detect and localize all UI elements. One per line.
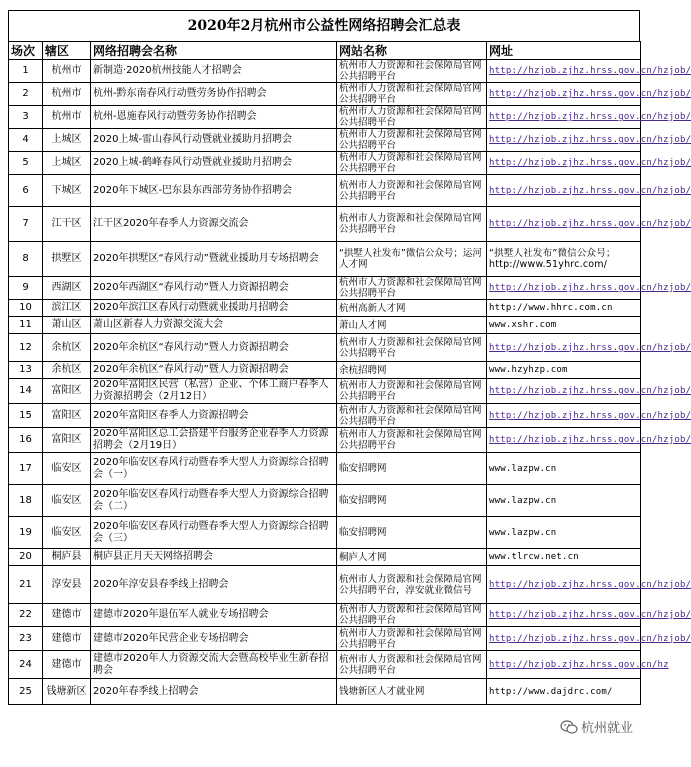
row-fair-name: 2020年余杭区“春风行动”暨人力资源招聘会 [91, 334, 337, 362]
row-index: 9 [9, 277, 43, 300]
row-index: 4 [9, 129, 43, 152]
row-url: www.lazpw.cn [487, 453, 641, 485]
row-site-name: 杭州市人力资源和社会保障局官网公共招聘平台 [337, 379, 487, 404]
row-site-name: 杭州市人力资源和社会保障局官网公共招聘平台 [337, 604, 487, 627]
table-row [9, 379, 641, 404]
table-row [9, 60, 641, 83]
row-url[interactable]: http://hzjob.zjhz.hrss.gov.cn/hzjob/ [487, 277, 641, 300]
row-district: 富阳区 [43, 404, 91, 428]
row-url[interactable]: http://hzjob.zjhz.hrss.gov.cn/hzjob/ [487, 60, 641, 83]
row-url[interactable]: http://hzjob.zjhz.hrss.gov.cn/hzjob/ [487, 404, 641, 428]
row-index: 25 [9, 679, 43, 705]
row-district: 建德市 [43, 651, 91, 679]
row-site-name: 临安招聘网 [337, 485, 487, 517]
row-index: 20 [9, 549, 43, 566]
row-site-name: 杭州市人力资源和社会保障局官网公共招聘平台 [337, 106, 487, 129]
table-row [9, 106, 641, 129]
table-row [9, 175, 641, 207]
header-site-name: 网站名称 [337, 42, 487, 60]
table-row [9, 549, 641, 566]
row-fair-name: 2020年拱墅区“春风行动”暨就业援助月专场招聘会 [91, 242, 337, 277]
row-district: 杭州市 [43, 106, 91, 129]
row-fair-name: 2020年富阳区春季人力资源招聘会 [91, 404, 337, 428]
row-site-name: 桐庐人才网 [337, 549, 487, 566]
table-body [9, 60, 691, 705]
row-url[interactable]: http://hzjob.zjhz.hrss.gov.cn/hzjob/ [487, 428, 641, 453]
header-fair-name: 网络招聘会名称 [91, 42, 337, 60]
row-fair-name: 江干区2020年春季人力资源交流会 [91, 207, 337, 242]
row-site-name: 杭州市人力资源和社会保障局官网公共招聘平台 [337, 651, 487, 679]
row-district: 萧山区 [43, 317, 91, 334]
row-fair-name: 杭州-黔东南春风行动暨劳务协作招聘会 [91, 83, 337, 106]
row-url: http://www.dajdrc.com/ [487, 679, 641, 705]
row-index: 1 [9, 60, 43, 83]
row-index: 2 [9, 83, 43, 106]
row-index: 21 [9, 566, 43, 604]
row-fair-name: 杭州-恩施春风行动暨劳务协作招聘会 [91, 106, 337, 129]
table-row [9, 404, 641, 428]
row-url[interactable]: http://hzjob.zjhz.hrss.gov.cn/hzjob/ [487, 175, 641, 207]
row-fair-name: 2020年下城区-巴东县东西部劳务协作招聘会 [91, 175, 337, 207]
row-site-name: 钱塘新区人才就业网 [337, 679, 487, 705]
row-fair-name: 2020年富阳区民营（私营）企业、个体工商户春季人力资源招聘会（2月12日） [91, 379, 337, 404]
row-index: 15 [9, 404, 43, 428]
row-url: www.xshr.com [487, 317, 641, 334]
row-url[interactable]: http://hzjob.zjhz.hrss.gov.cn/hzjob/ [487, 566, 641, 604]
row-district: 淳安县 [43, 566, 91, 604]
table-row [9, 485, 641, 517]
row-index: 17 [9, 453, 43, 485]
row-district: 富阳区 [43, 428, 91, 453]
table-row [9, 152, 641, 175]
row-site-name: 杭州市人力资源和社会保障局官网公共招聘平台 [337, 60, 487, 83]
wechat-icon [560, 720, 578, 734]
row-district: 杭州市 [43, 83, 91, 106]
row-district: 钱塘新区 [43, 679, 91, 705]
table-row [9, 453, 641, 485]
row-site-name: 杭州市人力资源和社会保障局官网公共招聘平台 [337, 404, 487, 428]
row-district: 滨江区 [43, 300, 91, 317]
row-district: 建德市 [43, 604, 91, 627]
table-row [9, 83, 641, 106]
table-title: 2020年2月杭州市公益性网络招聘会汇总表 [8, 10, 640, 41]
table-row [9, 242, 641, 277]
table-row [9, 428, 641, 453]
row-fair-name: 2020年淳安县春季线上招聘会 [91, 566, 337, 604]
row-fair-name: 新制造·2020杭州技能人才招聘会 [91, 60, 337, 83]
row-index: 5 [9, 152, 43, 175]
row-fair-name: 2020年临安区春风行动暨春季大型人力资源综合招聘会（三） [91, 517, 337, 549]
header-url: 网址 [487, 42, 641, 60]
table-row [9, 362, 641, 379]
row-fair-name: 萧山区新春人力资源交流大会 [91, 317, 337, 334]
row-fair-name: 2020年余杭区“春风行动”暨人力资源招聘会 [91, 362, 337, 379]
header-idx: 场次 [9, 42, 43, 60]
row-url[interactable]: http://hzjob.zjhz.hrss.gov.cn/hzjob/ [487, 106, 641, 129]
row-index: 12 [9, 334, 43, 362]
row-index: 6 [9, 175, 43, 207]
row-index: 11 [9, 317, 43, 334]
watermark-text: 杭州就业 [580, 721, 633, 736]
row-fair-name: 建德市2020年退伍军人就业专场招聘会 [91, 604, 337, 627]
row-site-name: 临安招聘网 [337, 453, 487, 485]
table-row [9, 317, 641, 334]
table-row [9, 300, 641, 317]
row-fair-name: 2020年春季线上招聘会 [91, 679, 337, 705]
row-district: 临安区 [43, 517, 91, 549]
row-fair-name: 2020年临安区春风行动暨春季大型人力资源综合招聘会（一） [91, 453, 337, 485]
row-index: 24 [9, 651, 43, 679]
row-site-name: 杭州市人力资源和社会保障局官网公共招聘平台 [337, 129, 487, 152]
row-url[interactable]: http://hzjob.zjhz.hrss.gov.cn/hzjob/ [487, 152, 641, 175]
row-index: 23 [9, 627, 43, 651]
row-district: 杭州市 [43, 60, 91, 83]
table-row [9, 627, 641, 651]
row-site-name: 余杭招聘网 [337, 362, 487, 379]
fair-summary-table [8, 41, 691, 705]
row-index: 10 [9, 300, 43, 317]
row-site-name: 杭州市人力资源和社会保障局官网公共招聘平台 [337, 207, 487, 242]
table-row [9, 129, 641, 152]
row-url: http://www.hhrc.com.cn [487, 300, 641, 317]
row-url[interactable]: http://hzjob.zjhz.hrss.gov.cn/hzjob/ [487, 627, 641, 651]
row-fair-name: 2020上城-雷山春风行动暨就业援助月招聘会 [91, 129, 337, 152]
row-site-name: 临安招聘网 [337, 517, 487, 549]
row-district: 下城区 [43, 175, 91, 207]
row-url[interactable]: http://hzjob.zjhz.hrss.gov.cn/hzjob/ [487, 83, 641, 106]
document-page [8, 10, 691, 705]
row-district: 富阳区 [43, 379, 91, 404]
row-url[interactable]: http://hzjob.zjhz.hrss.gov.cn/hzjob/ [487, 379, 641, 404]
row-district: 桐庐县 [43, 549, 91, 566]
row-district: 余杭区 [43, 362, 91, 379]
row-site-name: 杭州市人力资源和社会保障局官网公共招聘平台 [337, 152, 487, 175]
row-fair-name: 2020年西湖区“春风行动”暨人力资源招聘会 [91, 277, 337, 300]
row-district: 西湖区 [43, 277, 91, 300]
row-site-name: 杭州市人力资源和社会保障局官网公共招聘平台 [337, 83, 487, 106]
row-district: 建德市 [43, 627, 91, 651]
table-row [9, 277, 641, 300]
row-site-name: 杭州市人力资源和社会保障局官网公共招聘平台 [337, 334, 487, 362]
row-district: 江干区 [43, 207, 91, 242]
row-fair-name: 建德市2020年民营企业专场招聘会 [91, 627, 337, 651]
row-district: 临安区 [43, 453, 91, 485]
row-url: “拱墅人社发布”微信公众号；http://www.51yhrc.com/ [487, 242, 641, 277]
row-district: 上城区 [43, 129, 91, 152]
table-row [9, 207, 641, 242]
row-site-name: 杭州市人力资源和社会保障局官网公共招聘平台 [337, 428, 487, 453]
row-fair-name: 2020年富阳区总工会搭建平台服务企业春季人力资源招聘会（2月19日） [91, 428, 337, 453]
row-district: 余杭区 [43, 334, 91, 362]
row-district: 上城区 [43, 152, 91, 175]
row-url[interactable]: http://hzjob.zjhz.hrss.gov.cn/hz [487, 651, 641, 679]
header-row [9, 42, 641, 60]
row-fair-name: 2020上城-鹤峰春风行动暨就业援助月招聘会 [91, 152, 337, 175]
row-url[interactable]: http://hzjob.zjhz.hrss.gov.cn/hzjob/ [487, 334, 641, 362]
row-index: 3 [9, 106, 43, 129]
row-fair-name: 2020年临安区春风行动暨春季大型人力资源综合招聘会（二） [91, 485, 337, 517]
row-url: www.lazpw.cn [487, 485, 641, 517]
row-index: 22 [9, 604, 43, 627]
row-index: 14 [9, 379, 43, 404]
row-site-name: 杭州市人力资源和社会保障局官网公共招聘平台 [337, 627, 487, 651]
row-district: 拱墅区 [43, 242, 91, 277]
row-url[interactable]: http://hzjob.zjhz.hrss.gov.cn/hzjob/ [487, 604, 641, 627]
table-row [9, 604, 641, 627]
row-url[interactable]: http://hzjob.zjhz.hrss.gov.cn/hzjob/ [487, 207, 641, 242]
table-row [9, 566, 641, 604]
row-fair-name: 2020年滨江区春风行动暨就业援助月招聘会 [91, 300, 337, 317]
row-index: 19 [9, 517, 43, 549]
header-district: 辖区 [43, 42, 91, 60]
table-row [9, 679, 641, 705]
row-url: www.hzyhzp.com [487, 362, 641, 379]
row-url: www.lazpw.cn [487, 517, 641, 549]
row-fair-name: 建德市2020年人力资源交流大会暨高校毕业生新春招聘会 [91, 651, 337, 679]
watermark [557, 716, 636, 737]
row-fair-name: 桐庐县正月天天网络招聘会 [91, 549, 337, 566]
row-index: 18 [9, 485, 43, 517]
row-site-name: 杭州市人力资源和社会保障局官网公共招聘平台 [337, 277, 487, 300]
row-site-name: “拱墅人社发布”微信公众号；运河人才网 [337, 242, 487, 277]
row-url[interactable]: http://hzjob.zjhz.hrss.gov.cn/hzjob/ [487, 129, 641, 152]
table-row [9, 651, 641, 679]
table-row [9, 517, 641, 549]
row-index: 16 [9, 428, 43, 453]
table-row [9, 334, 641, 362]
row-site-name: 杭州市人力资源和社会保障局官网公共招聘平台，淳安就业微信号 [337, 566, 487, 604]
row-index: 7 [9, 207, 43, 242]
row-index: 13 [9, 362, 43, 379]
row-index: 8 [9, 242, 43, 277]
row-site-name: 萧山人才网 [337, 317, 487, 334]
row-url: www.tlrcw.net.cn [487, 549, 641, 566]
row-site-name: 杭州高新人才网 [337, 300, 487, 317]
row-site-name: 杭州市人力资源和社会保障局官网公共招聘平台 [337, 175, 487, 207]
row-district: 临安区 [43, 485, 91, 517]
